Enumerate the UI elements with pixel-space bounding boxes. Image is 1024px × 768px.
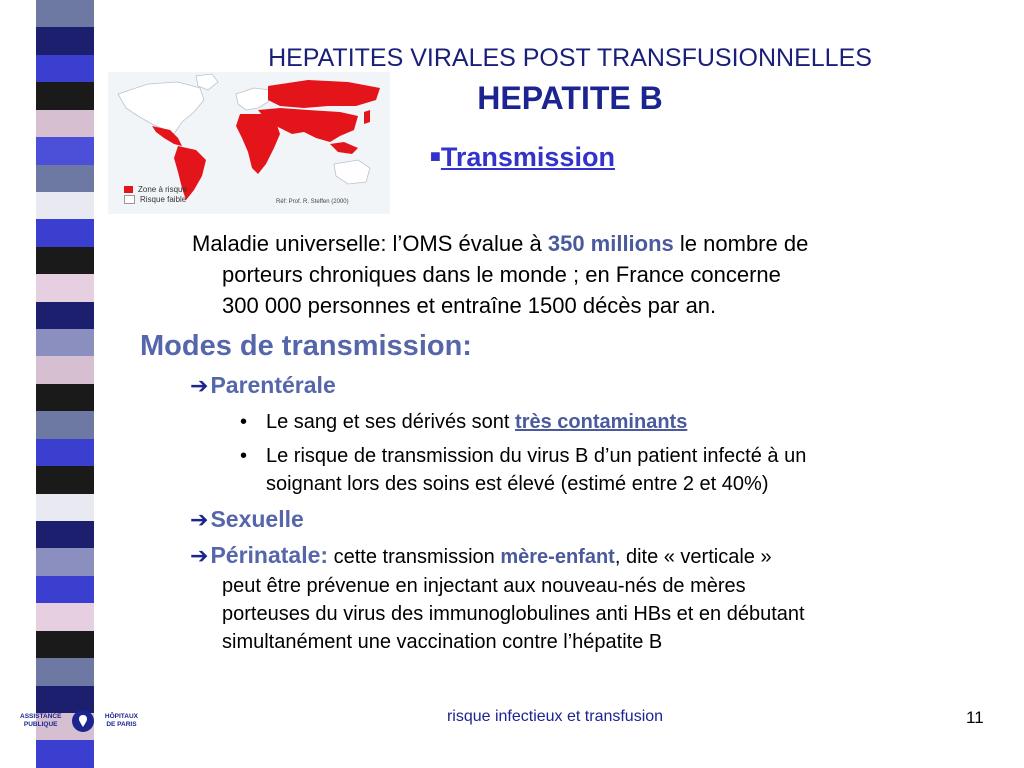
mode-perinatale-label: Périnatale: [210, 542, 329, 568]
legend-risk: Zone à risque [124, 184, 187, 194]
perinatale-details: peut être prévenue en injectant aux nouveau-nés de mères porteuses du virus des immunoglobulines anti HBs et en débutant simultanément une vaccination contre l’hépatite B [222, 575, 805, 653]
mode-perinatale: ➔Périnatale: cette transmission mère-enfant, dite « verticale » [190, 542, 772, 568]
stripe-segment [36, 192, 94, 219]
modes-heading: Modes de transmission: [140, 330, 472, 362]
bullet-item: • Le risque de transmission du virus B d’un patient infecté à un soignant lors des soins est élevé (estimé entre 2 et 40%) [240, 442, 806, 498]
stripe-segment [36, 329, 94, 356]
bullet-dot-icon: • [240, 411, 248, 433]
stripe-segment [36, 411, 94, 438]
intro-line-1: Maladie universelle: l’OMS évalue à 350 millions le nombre de [192, 231, 809, 256]
russia-shape [268, 80, 380, 108]
page-number: 11 [966, 708, 984, 727]
peri-emphasis: mère-enfant [500, 546, 615, 568]
decorative-stripe [36, 0, 94, 768]
stripe-segment [36, 466, 94, 493]
stripe-segment [36, 631, 94, 658]
intro-line-3: 300 000 personnes et entraîne 1500 décès par an. [222, 293, 717, 318]
stripe-segment [36, 356, 94, 383]
arrow-right-icon: ➔ [190, 543, 209, 568]
europe-shape [236, 88, 270, 110]
stripe-segment [36, 740, 94, 767]
stripe-segment [36, 274, 94, 301]
stripe-segment [36, 82, 94, 109]
stripe-segment [36, 137, 94, 164]
stripe-segment [36, 603, 94, 630]
slide-subtitle: HEPATITE B [477, 80, 663, 116]
africa-shape [236, 114, 280, 174]
mode-parenterale [190, 372, 336, 399]
arrow-right-icon: ➔ [190, 373, 209, 398]
stripe-segment [36, 302, 94, 329]
footer-caption: risque infectieux et transfusion [446, 708, 664, 725]
intro-highlight: 350 millions [547, 231, 674, 256]
section-heading-label: Transmission [440, 142, 615, 172]
map-legend [124, 184, 187, 204]
stripe-segment [36, 439, 94, 466]
australia-shape [334, 160, 370, 184]
stripe-segment [36, 55, 94, 82]
intro-line-2: porteurs chroniques dans le monde ; en France concerne [222, 262, 781, 287]
arrow-right-icon: ➔ [190, 507, 209, 532]
bullet-emphasis: très contaminants [515, 411, 688, 433]
stripe-segment [36, 494, 94, 521]
mode-sexuelle-label: Sexuelle [210, 506, 304, 532]
mode-sexuelle [190, 506, 304, 533]
logo-left-text: ASSISTANCE PUBLIQUE [20, 713, 62, 728]
stripe-segment [36, 0, 94, 27]
stripe-segment [36, 658, 94, 685]
map-reference: Réf: Prof. R. Steffen (2000) [276, 199, 349, 205]
square-bullet-icon: ■ [430, 146, 441, 166]
intro-paragraph [192, 228, 992, 321]
section-heading [430, 142, 615, 173]
stripe-segment [36, 548, 94, 575]
stripe-segment [36, 110, 94, 137]
bullet-dot-icon: • [240, 445, 248, 467]
stripe-segment [36, 247, 94, 274]
stripe-segment [36, 165, 94, 192]
slide-title: HEPATITES VIRALES POST TRANSFUSIONNELLES [268, 44, 872, 72]
stripe-segment [36, 384, 94, 411]
bullet-item: • Le sang et ses dérivés sont très contaminants [240, 408, 687, 436]
logo-emblem-icon [72, 710, 94, 732]
stripe-segment [36, 27, 94, 54]
world-risk-map [108, 72, 390, 214]
stripe-segment [36, 521, 94, 548]
stripe-segment [36, 219, 94, 246]
aphp-logo [20, 706, 138, 736]
stripe-segment [36, 576, 94, 603]
se-asia-shape [330, 142, 358, 154]
logo-right-text: HÔPITAUX DE PARIS [104, 713, 138, 728]
north-america-shape [118, 82, 204, 134]
mode-parenterale-label: Parentérale [210, 372, 336, 398]
legend-low: Risque faible [124, 194, 187, 204]
japan-shape [364, 110, 370, 124]
